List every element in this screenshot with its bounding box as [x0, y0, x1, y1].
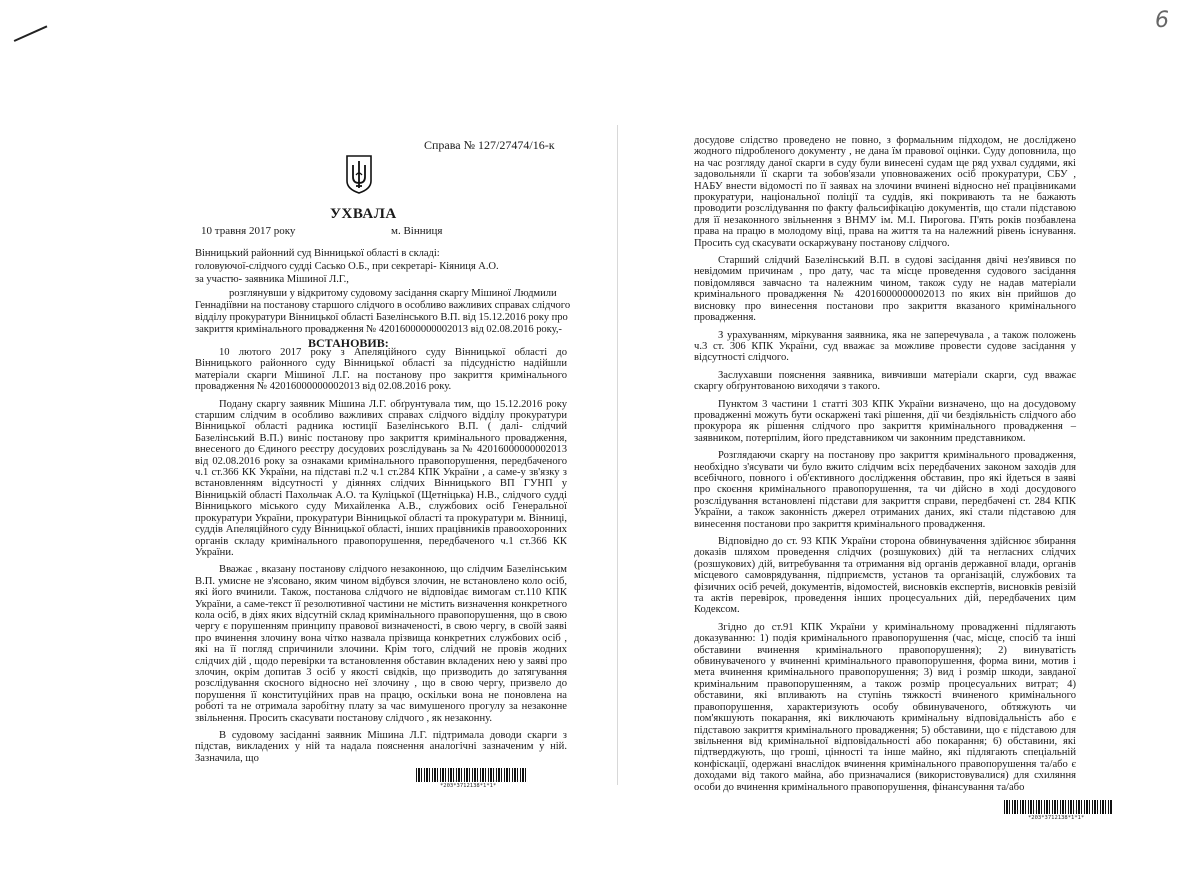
scan-fold-line [617, 125, 618, 785]
intro-line-2: Геннадіївни на постанову старшого слідчого в особливо важливих справах слідчого [195, 300, 571, 311]
right-paragraph: Відповідно до ст. 93 КПК України сторона обвинувачення здійснює збирання доказів шляхом проведення слідчих (розшукових) дій та негласних слідчих (розшукових) дій, витребування та отримання від органів державної влади, органів місцевого самоврядування, підприємств, установ та організацій, службових та фізичних осіб речей, документів, відомостей, висновків експертів, висновків ревізій та актів перевірок, проведення інших процесуальних дій, передбачених цим Кодексом. [694, 536, 1076, 616]
barcode-right-text: *203*3712138*1*1* [1028, 815, 1085, 821]
case-number: Справа № 127/27474/16-к [424, 138, 555, 152]
barcode-left-text: *203*3712138*1*1* [440, 783, 497, 789]
coat-of-arms-icon [344, 153, 374, 195]
scan-mark-stroke [14, 25, 47, 41]
right-paragraph: досудове слідство проведено не повно, з формальним підходом, не досліджено жодного підробленого документу , не дана їм правової оцінки. Суду доповнила, що на час розгляду даної скарги в суду були винесені судам ще ряд ухвал суддями, які задовольняли її скарги та зобов'язали уповноважених осіб прокуратури, СБУ , НАБУ внести відомості по її заявах на злочини вчинені відносно неї працівниками прокуратури, національної поліції та суддів, які покривають та не бажають проводити розслідування по факту фальсифікацію документів, що стали підставою для її незаконного звільнення з ВНМУ ім. М.І. Пирогова. П'ять років позбавлена права на працю в молодому віці, права на життя та на належний рівень існування. Просить суд скасувати оскаржувану постанову слідчого. [694, 135, 1076, 249]
left-paragraph: Подану скаргу заявник Мішина Л.Г. обґрунтувала тим, що 15.12.2016 року старшим слідчим в особливо важливих справах слідчого відділу прокуратури Вінницької області радника юстиції Базелінського В.П. ( далі- слідчий Базелінський В.П.) виніс постанову про закриття кримінального провадження, внесеного до Єдиного реєстру досудових розслідувань за № 42016000000002013 від 02.08.2016 року за ознаками кримінального правопорушення, передбаченого ч.1 ст.366 КК України, на підставі п.2 ч.1 ст.284 КПК України , а саме-у зв'язку з встановленням відсутності у діяннях слідчих Вінницького ВП ГУНП у Вінницькій області Пахольчак А.О. та Куліцької (Щетніцька) Н.В., слідчого судді Вінницького міського суду Михайленка А.В., службових осіб Генеральної прокуратури України, прокуратури Вінницької області та прокуратури м. Вінниці, суддів Апеляційного суду Вінницької області, інших працівників правоохоронних органів складу кримінального правопорушення, передбаченого ч.1 ст.366 КК України. [195, 398, 567, 558]
left-paragraph: Вважає , вказану постанову слідчого незаконною, що слідчим Базелінським В.П. умисне не з'ясовано, яким чином відбувся злочин, не встановлено коло осіб, які його вчинили. Також, постанова слідчого не відповідає вимогам ст.110 КПК України, а саме-текст її резолютивної частини не містить визначення конкретного кола осіб, в діях яких відсутній склад кримінального правопорушення, що в свою чергу є порушенням принципу правової визначеності, в свою чергу, в своїй заяві про вчинення злочину вона чітко назвала прізвища конкретних службових осіб , які на її погляд спричинили злочини. Крім того, слідчий не провів жодних слідчих дій , щодо перевірки та встановлення обставин вкладених нею у заяві про злочин, окрім допитав 3 осіб у якості свідків, що призводить до затягування розслідування скосного відносно неї злочину , що в свою чергу, призвело до порушення її конституційних прав на працю, оскільки вона не поновлена на роботі та не отримала заробітну плату за час вимушеного прогулу за незаконне звільнення. Просить скасувати постанову слідчого , як незаконну. [195, 564, 567, 724]
right-paragraph: Згідно до ст.91 КПК України у кримінальному провадженні підлягають доказуванню: 1) подія кримінального правопорушення (час, місце, спосіб та інші обставини вчинення кримінального правопорушення); 2) винуватість обвинуваченого у вчиненні кримінального правопорушення, форма вини, мотив і мета вчинення кримінального правопорушення; 3) вид і розмір шкоди, завданої кримінальним правопорушенням, а також розмір процесуальних витрат; 4) обставини, які впливають на ступінь тяжкості вчиненого кримінального правопорушення, характеризують особу обвинуваченого, обтяжують чи пом'якшують покарання, які виключають кримінальну відповідальність або є підставою закриття кримінального провадження; 5) обставини, що є підставою для звільнення від кримінальної відповідальності або покарання; 6) обставини, які підтверджують, що гроші, цінності та інше майно, які підлягають спеціальній конфіскації, одержані внаслідок вчинення кримінального правопорушення та/або є доходами від такого майна, або призначалися (використовувалися) для схиляння особи до вчинення кримінального правопорушення, фінансування та/або [694, 621, 1076, 793]
left-paragraph: 10 лютого 2017 року з Апеляційного суду Вінницької області до Вінницького районного суду Вінницької області за підсудністю надійшли матеріали скарги Мішиної Л.Г. на постанову про закриття кримінального провадження № 42016000000002013 від 02.08.2016 року. [195, 347, 567, 393]
left-body-text [195, 347, 567, 764]
right-paragraph: Розглядаючи скаргу на постанову про закриття кримінального провадження, необхідно з'ясувати чи було вжито слідчим всіх передбачених законом заходів для всебічного, повного і об'єктивного дослідження обставин, про які йдеться в заяві про скоєння кримінального правопорушення, та чи дійсно в ході досудового розслідування встановлені підстави для закриття справи, передбачені ст. 284 КПК України, а також законність джерел отриманих даних, які стали підставою для винесення постанови про закриття кримінального провадження. [694, 450, 1076, 530]
court-header-line-2: головуючої-слідчого судді Сасько О.Б., при секретарі- Кіяниця А.О. [195, 261, 499, 272]
court-header-line-1: Вінницький районний суд Вінницької області в складі: [195, 248, 440, 259]
right-paragraph: Заслухавши пояснення заявника, вивчивши матеріали скарги, суд вважає скаргу обґрунтованою виходячи з такого. [694, 369, 1076, 393]
document-date: 10 травня 2017 року [201, 225, 296, 237]
document-title: УХВАЛА [330, 206, 397, 222]
right-paragraph: З урахуванням, міркування заявника, яка не заперечувала , а також положень ч.3 ст. 306 КПК України, суд вважає за можливе провести судове засідання у відсутності слідчого. [694, 329, 1076, 364]
left-paragraph: В судовому засіданні заявник Мішина Л.Г. підтримала доводи скарги з підстав, викладених у ній та надала пояснення аналогічні зазначеним у ній. Зазначила, що [195, 730, 567, 764]
intro-line-1: розглянувши у відкритому судовому засідання скаргу Мішиної Людмили [229, 288, 557, 299]
handwritten-page-number: 6 [1155, 8, 1169, 33]
established-heading: ВСТАНОВИВ: [308, 336, 389, 350]
right-body-text [694, 135, 1076, 795]
intro-line-4: закриття кримінального провадження № 42016000000002013 від 02.08.2016 року,- [195, 324, 562, 335]
court-header-line-3: за участю- заявника Мішиної Л.Г., [195, 274, 349, 285]
right-paragraph: Пунктом 3 частини 1 статті 303 КПК України визначено, що на досудовому провадженні можуть бути оскаржені такі рішення, дії чи бездіяльність слідчого або прокурора як рішення слідчого про закриття кримінального провадження – заявником, потерпілим, його представником чи законним представником. [694, 398, 1076, 444]
barcode-left [416, 768, 526, 782]
right-paragraph: Старший слідчий Базелінський В.П. в судові засідання двічі нез'явився по невідомим причинам , про дату, час та місце проведення судового засідання повідомлявся завчасно та належним чином, також суду не надав матеріали кримінального провадження № 42016000000002013 по яких він прийшов до висновку про винесення постанови про закриття вказаного кримінального провадження. [694, 255, 1076, 324]
barcode-right [1004, 800, 1112, 814]
intro-line-3: відділу прокуратури Вінницької області Базелінського В.П. від 15.12.2016 року про [195, 312, 568, 323]
document-city: м. Вінниця [391, 225, 443, 237]
